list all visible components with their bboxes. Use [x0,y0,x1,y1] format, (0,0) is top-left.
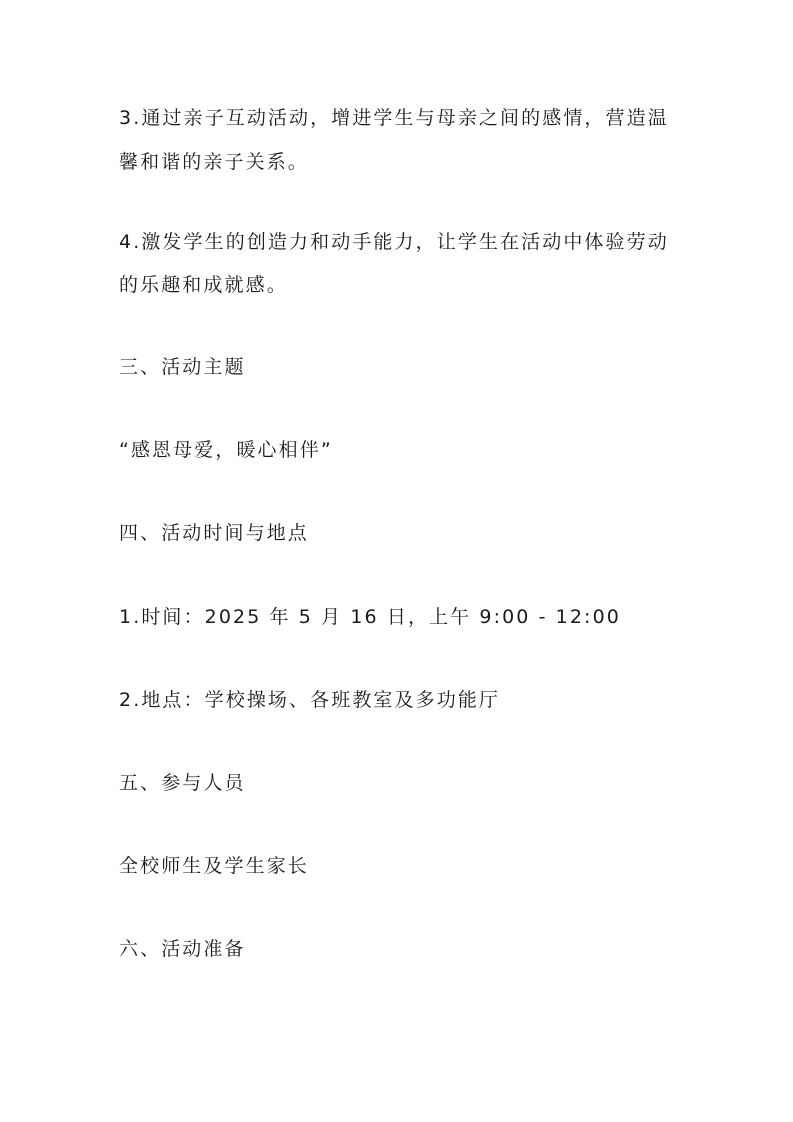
objective-3-line-2: 馨和谐的亲子关系。 [119,151,309,173]
section-heading-preparation: 六、活动准备 [119,938,246,960]
objective-4-line-2: 的乐趣和成就感。 [119,274,288,296]
place-line: 2.地点：学校操场、各班教室及多功能厅 [119,689,501,711]
objective-3-line-1: 3.通过亲子互动活动，增进学生与母亲之间的感情，营造温 [119,107,669,129]
objective-4-line-1: 4.激发学生的创造力和动手能力，让学生在活动中体验劳动 [119,231,669,253]
participants-text: 全校师生及学生家长 [119,855,309,877]
theme-text: “感恩母爱，暖心相伴” [119,439,333,461]
section-heading-theme: 三、活动主题 [119,356,246,378]
section-heading-participants: 五、参与人员 [119,772,246,794]
section-heading-time-place: 四、活动时间与地点 [119,522,309,544]
time-line: 1.时间：2025 年 5 月 16 日，上午 9:00 - 12:00 [119,606,621,628]
